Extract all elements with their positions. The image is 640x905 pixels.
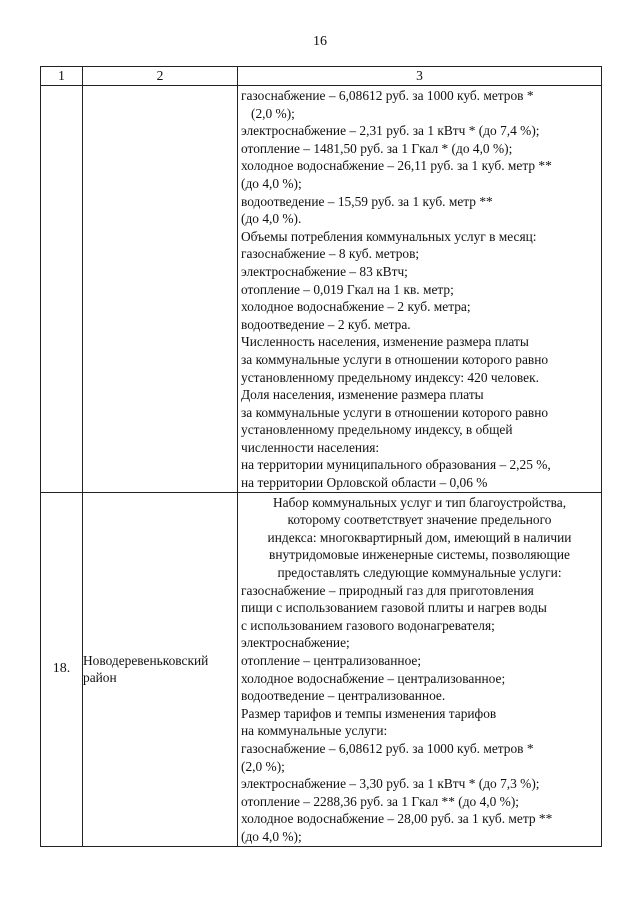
continuation-text-cell bbox=[238, 86, 602, 493]
district-name bbox=[83, 492, 238, 846]
text-line: (2,0 %); bbox=[251, 105, 295, 121]
district-name-line: район bbox=[83, 670, 117, 686]
text-line: внутридомовые инженерные системы, позволяющие bbox=[269, 547, 570, 563]
text-line: индекса: многоквартирный дом, имеющий в наличии bbox=[267, 529, 572, 545]
continuation-row bbox=[41, 86, 602, 493]
text-line: пищи с использованием газовой плиты и нагрев воды bbox=[241, 600, 547, 616]
text-line: отопление – 1481,50 руб. за 1 Гкал * (до 4,0 %); bbox=[241, 140, 513, 156]
text-line: холодное водоснабжение – 28,00 руб. за 1 куб. метр ** bbox=[241, 811, 553, 827]
text-line: установленному предельному индексу: 420 человек. bbox=[241, 369, 539, 385]
row18-text-cell bbox=[238, 492, 602, 846]
text-line: Доля населения, изменение размера платы bbox=[241, 387, 484, 403]
header-row bbox=[41, 67, 602, 86]
text-line: численности населения: bbox=[241, 439, 380, 455]
text-line: водоотведение – 15,59 руб. за 1 куб. метр ** bbox=[241, 193, 493, 209]
text-line: газоснабжение – 8 куб. метров; bbox=[241, 246, 420, 262]
text-line: (до 4,0 %); bbox=[241, 828, 302, 844]
page-number: 16 bbox=[313, 34, 327, 49]
text-line: установленному предельному индексу, в общей bbox=[241, 422, 513, 438]
text-line: электроснабжение – 3,30 руб. за 1 кВтч * (до 7,3 %); bbox=[241, 776, 540, 792]
text-line: электроснабжение – 2,31 руб. за 1 кВтч * (до 7,4 %); bbox=[241, 123, 540, 139]
text-line: газоснабжение – 6,08612 руб. за 1000 куб. метров * bbox=[241, 740, 534, 756]
text-line: (до 4,0 %); bbox=[241, 175, 302, 191]
table-row-18 bbox=[41, 492, 602, 846]
text-line: холодное водоснабжение – централизованное; bbox=[241, 670, 506, 686]
text-line: Набор коммунальных услуг и тип благоустройства, bbox=[272, 494, 567, 510]
text-line: холодное водоснабжение – 26,11 руб. за 1 куб. метр ** bbox=[241, 158, 552, 174]
text-line: электроснабжение – 83 кВтч; bbox=[241, 263, 408, 279]
tariff-table bbox=[40, 66, 602, 847]
text-line: водоотведение – централизованное. bbox=[241, 688, 446, 704]
text-line: Размер тарифов и темпы изменения тарифов bbox=[241, 705, 497, 721]
row-number: 18. bbox=[41, 492, 83, 846]
text-line: холодное водоснабжение – 2 куб. метра; bbox=[241, 299, 471, 315]
text-line: газоснабжение – природный газ для приготовления bbox=[241, 582, 534, 598]
column-header-2: 2 bbox=[83, 67, 238, 86]
text-line: на коммунальные услуги: bbox=[241, 723, 388, 739]
text-line: отопление – централизованное; bbox=[241, 653, 422, 668]
text-line: Объемы потребления коммунальных услуг в месяц: bbox=[241, 228, 537, 244]
text-line: водоотведение – 2 куб. метра. bbox=[241, 316, 411, 332]
column-header-3: 3 bbox=[238, 67, 602, 86]
district-name-line: Новодеревеньковский bbox=[83, 652, 209, 668]
text-line: Численность населения, изменение размера платы bbox=[241, 334, 529, 350]
row18-text bbox=[238, 493, 601, 846]
text-line: которому соответствует значение предельного bbox=[287, 512, 552, 528]
text-line: отопление – 2288,36 руб. за 1 Гкал ** (до 4,0 %); bbox=[241, 793, 519, 809]
text-line: на территории Орловской области – 0,06 % bbox=[241, 475, 488, 491]
text-line: на территории муниципального образования – 2,25 %, bbox=[241, 457, 551, 473]
text-line: за коммунальные услуги в отношении которого равно bbox=[241, 404, 549, 420]
text-line: электроснабжение; bbox=[241, 635, 350, 651]
continuation-district-cell bbox=[83, 86, 238, 493]
text-line: отопление – 0,019 Гкал на 1 кв. метр; bbox=[241, 281, 454, 297]
text-line: газоснабжение – 6,08612 руб. за 1000 куб. метров * bbox=[241, 88, 534, 103]
column-header-1: 1 bbox=[41, 67, 83, 86]
text-line: (2,0 %); bbox=[241, 758, 285, 774]
text-line: за коммунальные услуги в отношении которого равно bbox=[241, 351, 549, 367]
text-line: (до 4,0 %). bbox=[241, 211, 302, 227]
continuation-text bbox=[238, 86, 601, 492]
text-line: предоставлять следующие коммунальные услуги: bbox=[277, 565, 562, 581]
text-line: с использованием газового водонагревателя; bbox=[241, 617, 495, 633]
continuation-number-cell bbox=[41, 86, 83, 493]
